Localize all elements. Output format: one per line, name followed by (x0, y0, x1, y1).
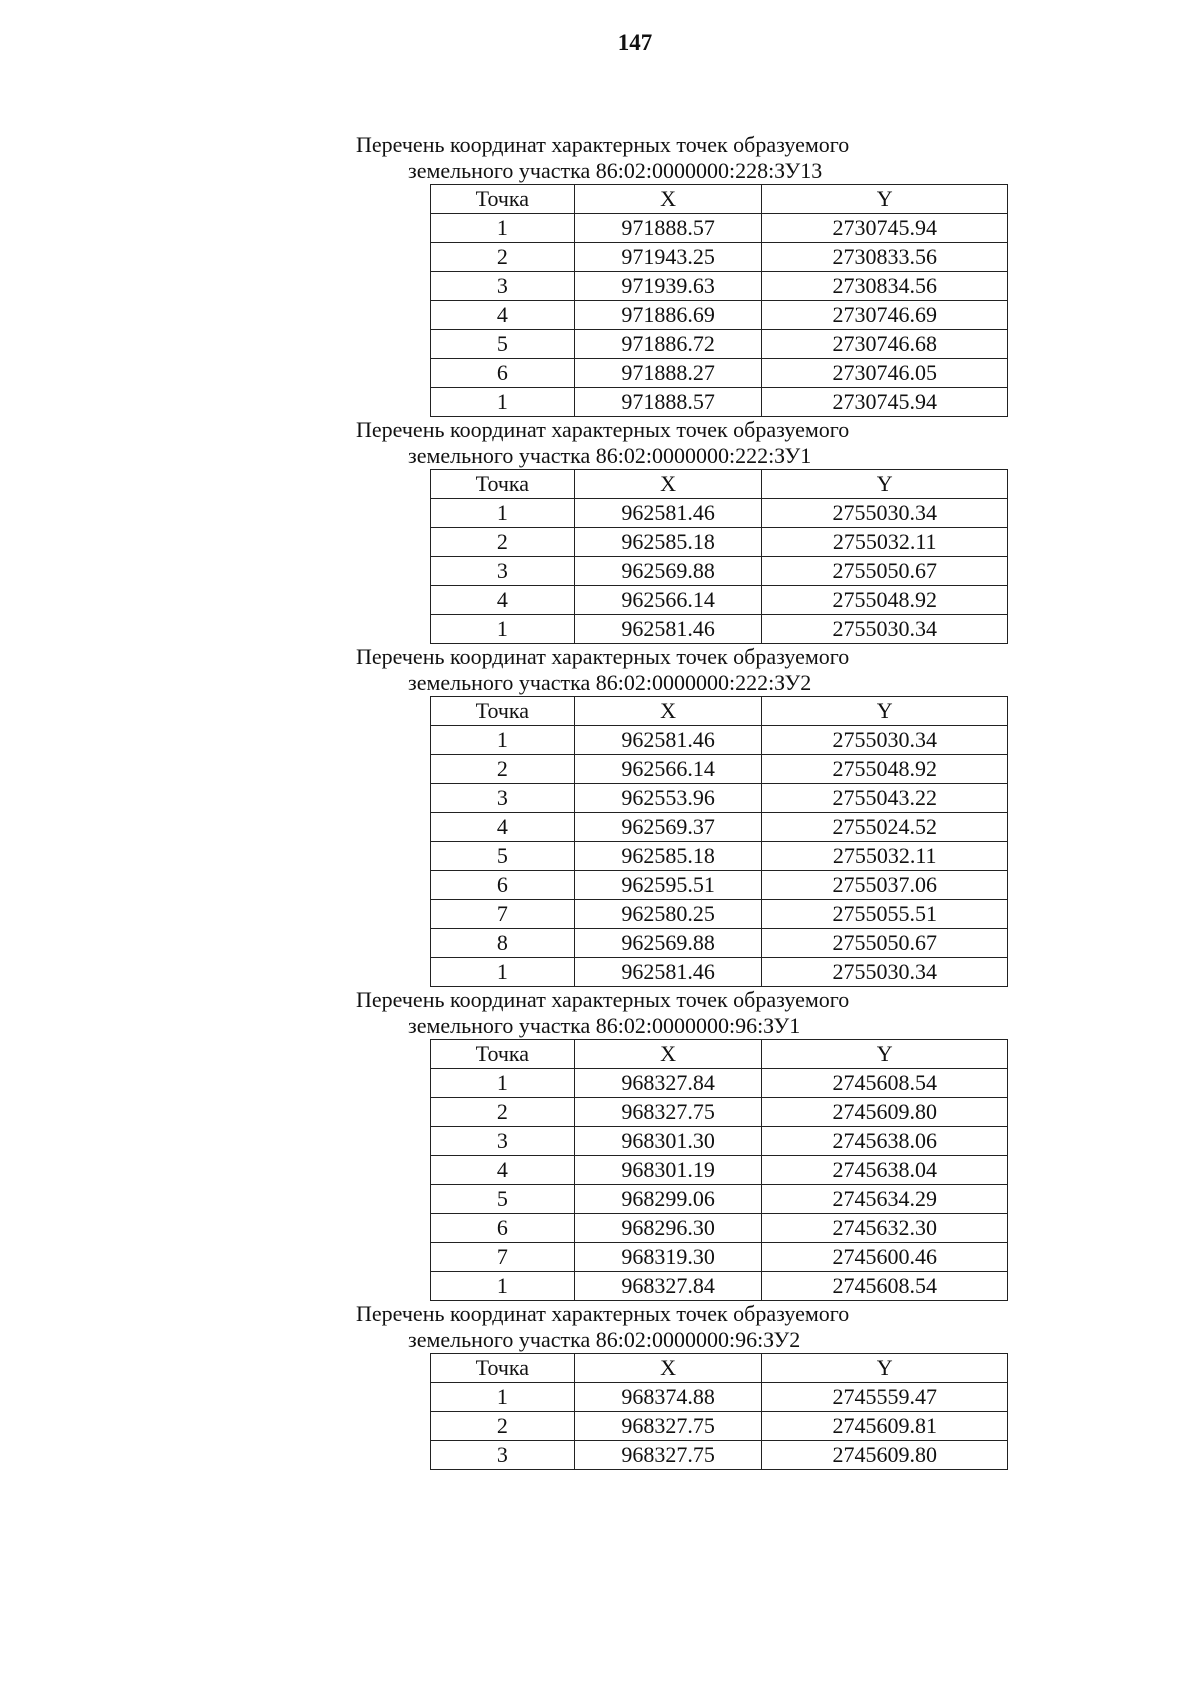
table-row (431, 871, 1008, 900)
header-y: Y (762, 1354, 1008, 1383)
point-cell: 2 (431, 1412, 575, 1441)
point-cell: 4 (431, 301, 575, 330)
x-cell: 968327.75 (574, 1098, 762, 1127)
coordinate-section (0, 417, 1200, 644)
table-header-row (431, 1040, 1008, 1069)
coordinate-section (0, 987, 1200, 1301)
x-cell: 962566.14 (574, 755, 762, 784)
y-cell: 2755032.11 (762, 842, 1008, 871)
point-cell: 6 (431, 871, 575, 900)
header-point: Точка (431, 697, 575, 726)
x-cell: 968299.06 (574, 1185, 762, 1214)
y-cell: 2755050.67 (762, 929, 1008, 958)
point-cell: 2 (431, 528, 575, 557)
x-cell: 962585.18 (574, 842, 762, 871)
y-cell: 2730745.94 (762, 388, 1008, 417)
y-cell: 2755030.34 (762, 499, 1008, 528)
x-cell: 962569.88 (574, 557, 762, 586)
point-cell: 6 (431, 359, 575, 388)
point-cell: 5 (431, 1185, 575, 1214)
y-cell: 2755048.92 (762, 586, 1008, 615)
x-cell: 971886.69 (574, 301, 762, 330)
x-cell: 968327.84 (574, 1069, 762, 1098)
x-cell: 962581.46 (574, 499, 762, 528)
table-row (431, 1243, 1008, 1272)
point-cell: 1 (431, 1272, 575, 1301)
section-title-line2: земельного участка 86:02:0000000:222:ЗУ1 (408, 443, 812, 468)
point-cell: 2 (431, 755, 575, 784)
table-row (431, 958, 1008, 987)
point-cell: 3 (431, 784, 575, 813)
table-header-row (431, 470, 1008, 499)
y-cell: 2745609.80 (762, 1441, 1008, 1470)
x-cell: 962553.96 (574, 784, 762, 813)
table-header-row (431, 697, 1008, 726)
x-cell: 968327.84 (574, 1272, 762, 1301)
header-point: Точка (431, 470, 575, 499)
point-cell: 4 (431, 586, 575, 615)
y-cell: 2755030.34 (762, 958, 1008, 987)
point-cell: 3 (431, 557, 575, 586)
header-y: Y (762, 697, 1008, 726)
y-cell: 2745559.47 (762, 1383, 1008, 1412)
table-row (431, 214, 1008, 243)
y-cell: 2755043.22 (762, 784, 1008, 813)
y-cell: 2745608.54 (762, 1069, 1008, 1098)
y-cell: 2755037.06 (762, 871, 1008, 900)
header-point: Точка (431, 185, 575, 214)
header-point: Точка (431, 1040, 575, 1069)
y-cell: 2755032.11 (762, 528, 1008, 557)
table-row (431, 301, 1008, 330)
section-title-line2: земельного участка 86:02:0000000:228:ЗУ13 (408, 158, 823, 183)
table-row (431, 499, 1008, 528)
table-row (431, 1098, 1008, 1127)
y-cell: 2730834.56 (762, 272, 1008, 301)
table-row (431, 842, 1008, 871)
x-cell: 962569.88 (574, 929, 762, 958)
y-cell: 2755050.67 (762, 557, 1008, 586)
point-cell: 1 (431, 499, 575, 528)
table-row (431, 1272, 1008, 1301)
table-row (431, 1069, 1008, 1098)
point-cell: 3 (431, 1127, 575, 1156)
coordinate-section (0, 644, 1200, 987)
table-row (431, 1383, 1008, 1412)
point-cell: 1 (431, 214, 575, 243)
x-cell: 962580.25 (574, 900, 762, 929)
x-cell: 962595.51 (574, 871, 762, 900)
y-cell: 2745634.29 (762, 1185, 1008, 1214)
y-cell: 2730833.56 (762, 243, 1008, 272)
y-cell: 2755030.34 (762, 615, 1008, 644)
x-cell: 971888.57 (574, 388, 762, 417)
point-cell: 1 (431, 615, 575, 644)
table-row (431, 755, 1008, 784)
section-title-line2: земельного участка 86:02:0000000:96:ЗУ2 (408, 1327, 801, 1352)
point-cell: 5 (431, 330, 575, 359)
y-cell: 2730745.94 (762, 214, 1008, 243)
point-cell: 4 (431, 813, 575, 842)
header-y: Y (762, 185, 1008, 214)
y-cell: 2745609.80 (762, 1098, 1008, 1127)
x-cell: 968319.30 (574, 1243, 762, 1272)
table-header-row (431, 185, 1008, 214)
section-title-line2: земельного участка 86:02:0000000:222:ЗУ2 (408, 670, 812, 695)
y-cell: 2755048.92 (762, 755, 1008, 784)
y-cell: 2745608.54 (762, 1272, 1008, 1301)
x-cell: 968301.19 (574, 1156, 762, 1185)
point-cell: 6 (431, 1214, 575, 1243)
x-cell: 968327.75 (574, 1441, 762, 1470)
y-cell: 2745600.46 (762, 1243, 1008, 1272)
header-x: X (574, 1040, 762, 1069)
point-cell: 1 (431, 726, 575, 755)
y-cell: 2745638.06 (762, 1127, 1008, 1156)
x-cell: 968301.30 (574, 1127, 762, 1156)
point-cell: 1 (431, 1383, 575, 1412)
table-row (431, 1214, 1008, 1243)
header-x: X (574, 185, 762, 214)
point-cell: 7 (431, 900, 575, 929)
table-row (431, 1127, 1008, 1156)
table-row (431, 900, 1008, 929)
table-row (431, 272, 1008, 301)
point-cell: 8 (431, 929, 575, 958)
point-cell: 1 (431, 958, 575, 987)
table-header-row (431, 1354, 1008, 1383)
point-cell: 5 (431, 842, 575, 871)
table-row (431, 388, 1008, 417)
x-cell: 962585.18 (574, 528, 762, 557)
table-row (431, 1441, 1008, 1470)
x-cell: 962581.46 (574, 615, 762, 644)
table-row (431, 813, 1008, 842)
x-cell: 968327.75 (574, 1412, 762, 1441)
y-cell: 2745638.04 (762, 1156, 1008, 1185)
point-cell: 4 (431, 1156, 575, 1185)
coordinates-table (430, 1039, 1008, 1301)
table-row (431, 1156, 1008, 1185)
header-y: Y (762, 470, 1008, 499)
x-cell: 968296.30 (574, 1214, 762, 1243)
y-cell: 2730746.68 (762, 330, 1008, 359)
y-cell: 2730746.69 (762, 301, 1008, 330)
section-title-line2: земельного участка 86:02:0000000:96:ЗУ1 (408, 1013, 801, 1038)
table-row (431, 359, 1008, 388)
point-cell: 1 (431, 1069, 575, 1098)
section-title-line1: Перечень координат характерных точек образуемого (356, 987, 850, 1012)
x-cell: 971886.72 (574, 330, 762, 359)
coordinates-table (430, 696, 1008, 987)
x-cell: 971888.27 (574, 359, 762, 388)
header-x: X (574, 697, 762, 726)
section-title-line1: Перечень координат характерных точек образуемого (356, 644, 850, 669)
coordinates-table (430, 1353, 1008, 1470)
point-cell: 3 (431, 272, 575, 301)
table-row (431, 243, 1008, 272)
x-cell: 968374.88 (574, 1383, 762, 1412)
y-cell: 2755055.51 (762, 900, 1008, 929)
document-body (0, 132, 1200, 1470)
table-row (431, 1185, 1008, 1214)
coordinate-section (0, 132, 1200, 417)
x-cell: 971939.63 (574, 272, 762, 301)
point-cell: 1 (431, 388, 575, 417)
x-cell: 962581.46 (574, 726, 762, 755)
header-x: X (574, 1354, 762, 1383)
header-x: X (574, 470, 762, 499)
point-cell: 2 (431, 243, 575, 272)
x-cell: 971888.57 (574, 214, 762, 243)
header-point: Точка (431, 1354, 575, 1383)
page-number: 147 (617, 30, 653, 55)
point-cell: 7 (431, 1243, 575, 1272)
table-row (431, 528, 1008, 557)
coordinate-section (0, 1301, 1200, 1470)
table-row (431, 726, 1008, 755)
table-row (431, 330, 1008, 359)
section-title-line1: Перечень координат характерных точек образуемого (356, 1301, 850, 1326)
table-row (431, 1412, 1008, 1441)
y-cell: 2745632.30 (762, 1214, 1008, 1243)
x-cell: 971943.25 (574, 243, 762, 272)
coordinates-table (430, 184, 1008, 417)
x-cell: 962581.46 (574, 958, 762, 987)
table-row (431, 586, 1008, 615)
y-cell: 2755024.52 (762, 813, 1008, 842)
section-title-line1: Перечень координат характерных точек образуемого (356, 132, 850, 157)
table-row (431, 615, 1008, 644)
table-row (431, 929, 1008, 958)
y-cell: 2755030.34 (762, 726, 1008, 755)
y-cell: 2745609.81 (762, 1412, 1008, 1441)
header-y: Y (762, 1040, 1008, 1069)
x-cell: 962569.37 (574, 813, 762, 842)
section-title-line1: Перечень координат характерных точек образуемого (356, 417, 850, 442)
point-cell: 2 (431, 1098, 575, 1127)
coordinates-table (430, 469, 1008, 644)
table-row (431, 784, 1008, 813)
point-cell: 3 (431, 1441, 575, 1470)
table-row (431, 557, 1008, 586)
y-cell: 2730746.05 (762, 359, 1008, 388)
x-cell: 962566.14 (574, 586, 762, 615)
